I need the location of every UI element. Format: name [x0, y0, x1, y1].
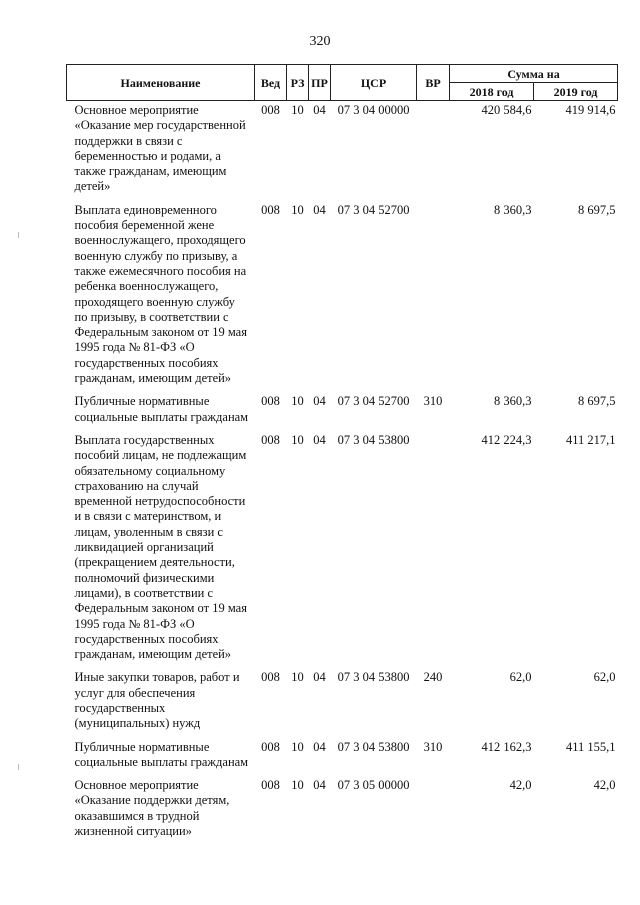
- row-csr: 07 3 04 53800: [337, 670, 410, 685]
- row-csr: 07 3 04 52700: [337, 202, 410, 217]
- row-sum-2018: 62,0: [509, 670, 532, 685]
- row-csr: 07 3 04 52700: [337, 394, 410, 409]
- row-ved: 008: [261, 202, 280, 217]
- row-sum-2018: 8 360,3: [494, 202, 532, 217]
- row-name: Выплата единовременного пособия беременной жене военнослужащего, проходящего военную службу по призыву, а также ежемесячного пособия на ребенка военнослужащего, проходящего военную службу по призыву, в соответствии с Федеральным законом от 19 мая 1995 года № 81-ФЗ «О государственных пособиях гражданам, имеющим детей»: [74, 202, 247, 386]
- row-name: Основное мероприятие «Оказание поддержки детям, оказавшимся в трудной жизненной ситуации»: [74, 778, 230, 839]
- row-pr: 04: [313, 739, 326, 754]
- header-vr: ВР: [417, 65, 450, 101]
- row-pr: 04: [313, 394, 326, 409]
- header-sum-group: Сумма на: [450, 65, 618, 83]
- header-rz: РЗ: [287, 65, 309, 101]
- row-sum-2019: 62,0: [593, 670, 616, 685]
- table-row: [67, 201, 618, 393]
- row-rz: 10: [291, 202, 304, 217]
- row-rz: 10: [291, 394, 304, 409]
- row-ved: 008: [261, 778, 280, 793]
- row-sum-2019: 8 697,5: [578, 202, 616, 217]
- table-header: [67, 65, 618, 101]
- header-year-2019: 2019 год: [534, 83, 618, 101]
- row-csr: 07 3 04 53800: [337, 739, 410, 754]
- row-vr: [417, 776, 450, 845]
- header-pr: ПР: [309, 65, 331, 101]
- row-vr: [417, 201, 450, 393]
- row-ved: 008: [261, 103, 280, 117]
- row-name: Иные закупки товаров, работ и услуг для обеспечения государственных (муниципальных) нужд: [74, 670, 240, 731]
- row-vr: 310: [423, 394, 443, 409]
- row-pr: 04: [313, 432, 326, 447]
- row-sum-2019: 42,0: [593, 778, 616, 793]
- row-pr: 04: [313, 202, 326, 217]
- row-ved: 008: [261, 432, 280, 447]
- row-sum-2018: 42,0: [509, 778, 532, 793]
- row-sum-2018: 8 360,3: [494, 394, 532, 409]
- row-vr: 240: [423, 670, 443, 685]
- row-vr: [417, 101, 450, 201]
- row-csr: 07 3 05 00000: [337, 778, 410, 793]
- row-csr: 07 3 04 53800: [337, 432, 410, 447]
- page-number: 320: [309, 34, 331, 49]
- budget-table: [66, 64, 618, 845]
- table-row: [67, 738, 618, 777]
- row-rz: 10: [291, 670, 304, 685]
- table-row: [67, 776, 618, 845]
- row-rz: 10: [291, 739, 304, 754]
- table-body: [67, 101, 618, 846]
- row-sum-2018: 412 162,3: [481, 739, 532, 754]
- row-sum-2019: 411 155,1: [565, 739, 616, 754]
- header-ved: Вед: [255, 65, 287, 101]
- row-ved: 008: [261, 670, 280, 685]
- row-pr: 04: [313, 103, 326, 117]
- row-ved: 008: [261, 394, 280, 409]
- row-name: Публичные нормативные социальные выплаты гражданам: [74, 739, 249, 769]
- scan-mark: [18, 232, 19, 238]
- row-sum-2019: 411 217,1: [565, 432, 616, 447]
- header-name: Наименование: [67, 65, 255, 101]
- row-csr: 07 3 04 00000: [337, 103, 410, 117]
- row-sum-2019: 419 914,6: [565, 103, 616, 117]
- header-csr: ЦСР: [331, 65, 417, 101]
- row-ved: 008: [261, 739, 280, 754]
- table-row: [67, 431, 618, 668]
- row-name: Публичные нормативные социальные выплаты гражданам: [74, 394, 249, 424]
- scan-mark: [18, 764, 19, 770]
- row-rz: 10: [291, 778, 304, 793]
- table-row: [67, 101, 618, 201]
- table-row: [67, 392, 618, 431]
- row-vr: [417, 431, 450, 668]
- row-vr: 310: [423, 739, 443, 754]
- row-name: Основное мероприятие «Оказание мер государственной поддержки в связи с беременностью и родами, а также гражданам, имеющим детей»: [74, 103, 246, 194]
- row-pr: 04: [313, 778, 326, 793]
- row-sum-2018: 420 584,6: [481, 103, 532, 117]
- row-rz: 10: [291, 432, 304, 447]
- table-row: [67, 668, 618, 737]
- header-year-2018: 2018 год: [450, 83, 534, 101]
- row-rz: 10: [291, 103, 304, 117]
- row-sum-2018: 412 224,3: [481, 432, 532, 447]
- row-sum-2019: 8 697,5: [578, 394, 616, 409]
- row-pr: 04: [313, 670, 326, 685]
- row-name: Выплата государственных пособий лицам, не подлежащим обязательному социальному страхованию на случай временной нетрудоспособности и в связи с материнством, и лицам, уволенным в связи с ликвидацией организаций (прекращением деятельности, полномочий физическими лицами), в соответствии с Федеральным законом от 19 мая 1995 года № 81-ФЗ «О государственных пособиях гражданам, имеющим детей»: [74, 432, 247, 662]
